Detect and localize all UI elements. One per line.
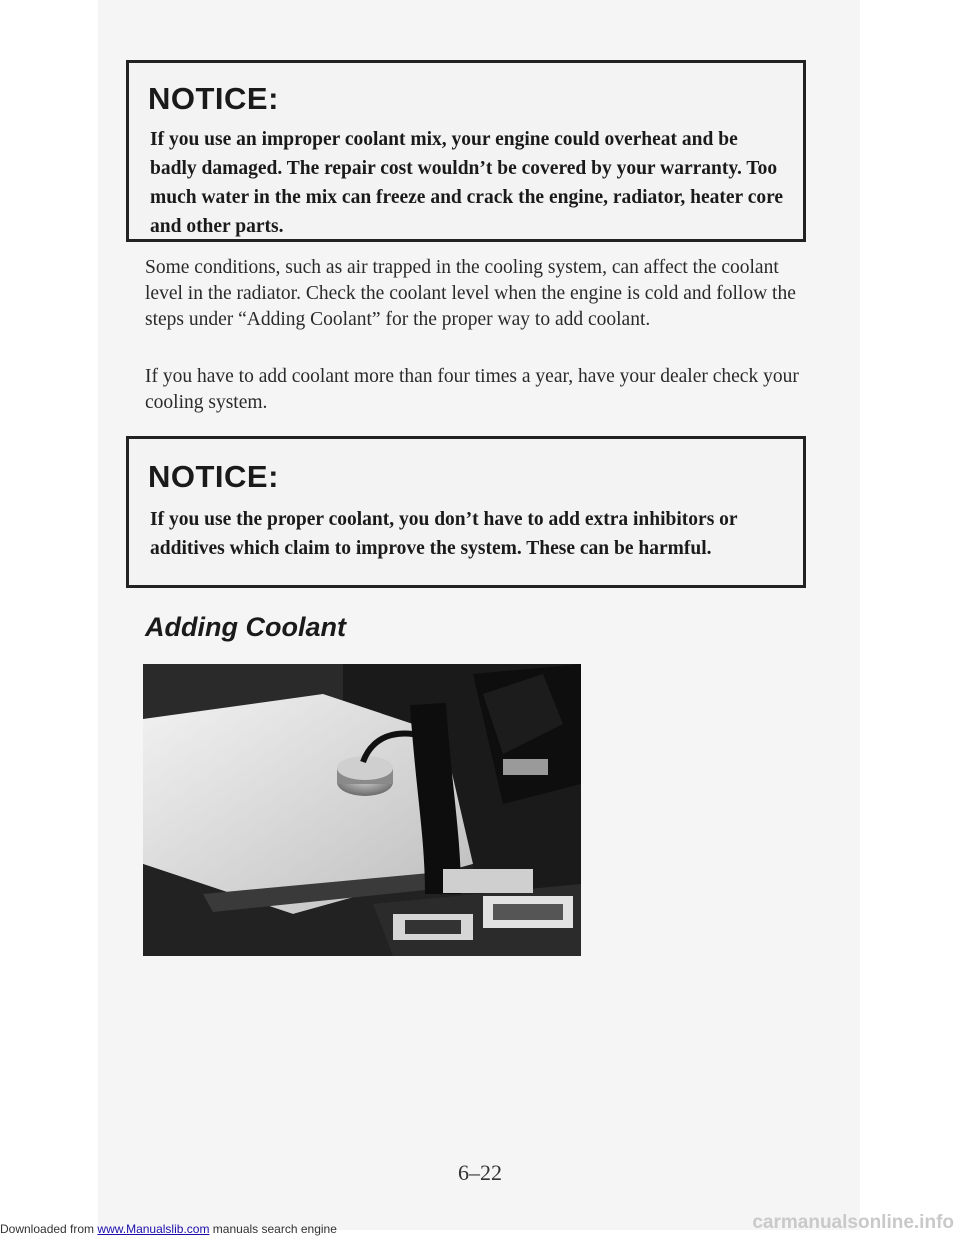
- footer-prefix: Downloaded from: [0, 1222, 95, 1236]
- notice-box-additives: [126, 436, 806, 588]
- watermark: carmanualsonline.info: [752, 1212, 954, 1233]
- footer-suffix: manuals search engine: [212, 1222, 337, 1236]
- notice-title: NOTICE:: [148, 459, 279, 494]
- notice-body: If you use the proper coolant, you don’t have to add extra inhibitors or additives which claim to improve the system. These can be harmful.: [150, 509, 738, 559]
- notice-box-coolant-mix: [126, 60, 806, 242]
- engine-coolant-reservoir-photo: [143, 664, 581, 956]
- section-heading: Adding Coolant: [145, 612, 346, 642]
- notice-body: If you use an improper coolant mix, your engine could overheat and be badly damaged. The repair cost wouldn’t be covered by your warranty. Too much water in the mix can freeze and crack the engine, radiator, heater core and other parts.: [150, 129, 784, 237]
- notice-title: NOTICE:: [148, 81, 279, 116]
- page-number: 6–22: [458, 1160, 502, 1185]
- download-footer: [0, 1222, 337, 1236]
- paragraph-add-coolant-frequency: If you have to add coolant more than four times a year, have your dealer check your cooling system.: [145, 366, 799, 413]
- paragraph-coolant-level: Some conditions, such as air trapped in the cooling system, can affect the coolant level in the radiator. Check the coolant level when the engine is cold and follow the steps under “Adding Coolant” for the proper way to add coolant.: [145, 257, 796, 330]
- manualslib-link[interactable]: www.Manualslib.com: [97, 1222, 210, 1236]
